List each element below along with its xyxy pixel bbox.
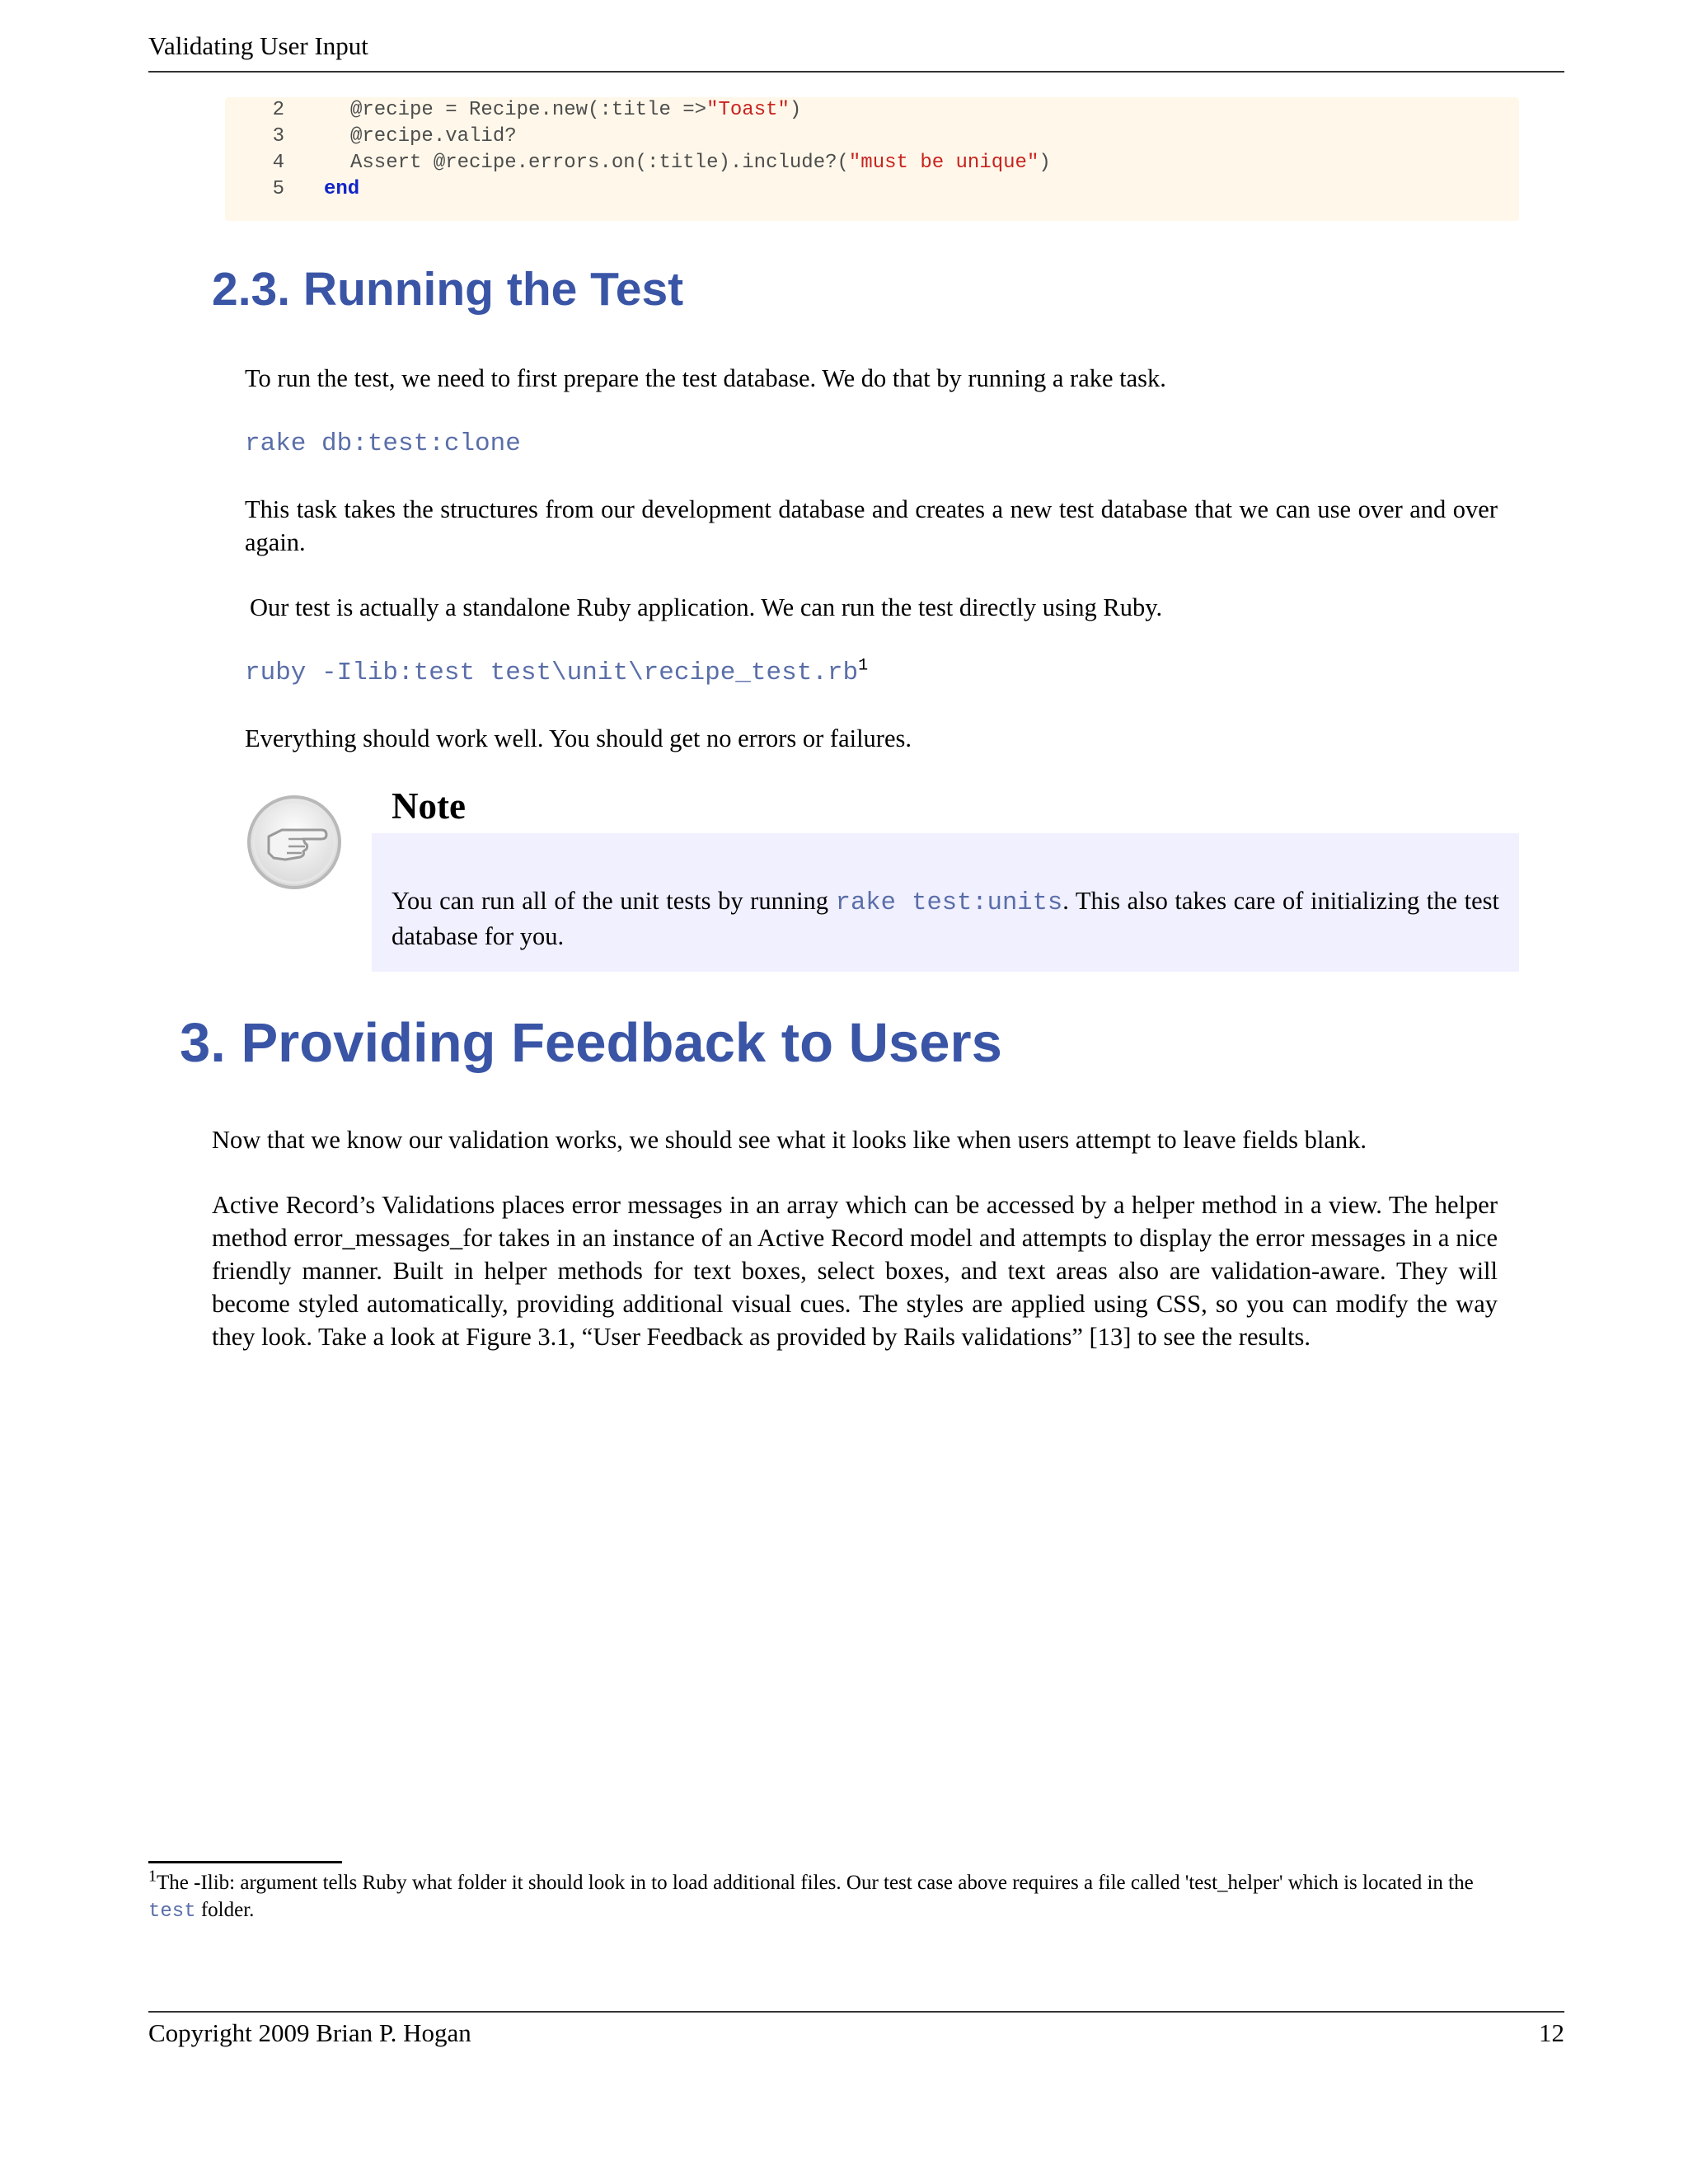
footnote-code: test xyxy=(148,1900,196,1923)
line-number: 4 xyxy=(272,152,284,174)
command-ruby-text: ruby -Ilib:test test\unit\recipe_test.rb xyxy=(245,658,859,687)
pointing-hand-icon xyxy=(246,794,343,891)
footnote-text-after: folder. xyxy=(195,1899,255,1921)
footer-rule xyxy=(148,2011,1564,2013)
footnote-rule xyxy=(148,1861,342,1863)
note-box xyxy=(372,833,1519,972)
footnote-text-before: The -Ilib: argument tells Ruby what folder it should look in to load additional files. Our test case above requires a file called 'test_helper' which is located in the xyxy=(157,1872,1474,1894)
section-heading-running-the-test: 2.3. Running the Test xyxy=(212,263,684,316)
running-header: Validating User Input xyxy=(148,31,368,60)
note-text xyxy=(392,884,1499,953)
code-line xyxy=(225,97,801,124)
paragraph-standalone: Our test is actually a standalone Ruby application. We can run the test directly using Ruby. xyxy=(250,593,1163,621)
page-number: 12 xyxy=(1539,2018,1564,2047)
code-string: "must be unique" xyxy=(848,152,1039,174)
footer-copyright: Copyright 2009 Brian P. Hogan xyxy=(148,2018,471,2047)
section-heading-providing-feedback: 3. Providing Feedback to Users xyxy=(180,1012,1002,1074)
paragraph-result: Everything should work well. You should get no errors or failures. xyxy=(245,724,912,752)
paragraph-intro: To run the test, we need to first prepare the test database. We do that by running a rake task. xyxy=(245,364,1166,392)
paragraph-validation-works: Now that we know our validation works, we should see what it looks like when users attempt to leave fields blank. xyxy=(212,1126,1367,1154)
command-ruby xyxy=(245,657,868,690)
code-keyword: end xyxy=(324,178,360,200)
code-block xyxy=(225,97,1519,221)
code-string: "Toast" xyxy=(706,99,790,121)
code-text: @recipe.valid? xyxy=(350,125,517,148)
header-rule xyxy=(148,71,1564,73)
note-title: Note xyxy=(392,785,466,827)
code-line xyxy=(225,124,517,150)
line-number: 2 xyxy=(272,99,284,121)
note-text-after: . This also takes care of initializing the test database for you. xyxy=(392,887,1500,950)
line-number: 3 xyxy=(272,125,284,148)
footnote-marker: 1 xyxy=(148,1867,157,1886)
note-command: rake test:units xyxy=(835,889,1063,917)
note-text-before: You can run all of the unit tests by running xyxy=(392,887,836,915)
code-line xyxy=(225,150,1051,176)
code-text: @recipe = Recipe.new(:title => xyxy=(350,99,707,121)
paragraph-active-record-validations: Active Record’s Validations places error messages in an array which can be accessed by a helper method in a view. The helper method error_messages_for takes in an instance of an Active Record model and attempts to display the error messages in a nice friendly manner. Built in helper methods for text boxes, select boxes, and text areas also are validation-aware. They will become styled automatically, providing additional visual cues. The styles are applied using CSS, so you can modify the way they look. Take a look at Figure 3.1, “User Feedback as provided by Rails validations” [13] to see the results. xyxy=(212,1191,1498,1351)
code-text: Assert @recipe.errors.on(:title).include?( xyxy=(350,152,849,174)
paragraph-clone-explanation: This task takes the structures from our development database and creates a new test database that we can use over and over again. xyxy=(245,495,1498,556)
line-number: 5 xyxy=(272,178,284,200)
code-text: ) xyxy=(1039,152,1051,174)
code-line xyxy=(225,176,359,203)
code-text: ) xyxy=(789,99,802,121)
command-rake-clone: rake db:test:clone xyxy=(245,429,521,458)
footnote-reference[interactable]: 1 xyxy=(858,656,869,676)
footnote xyxy=(148,1869,1500,1925)
